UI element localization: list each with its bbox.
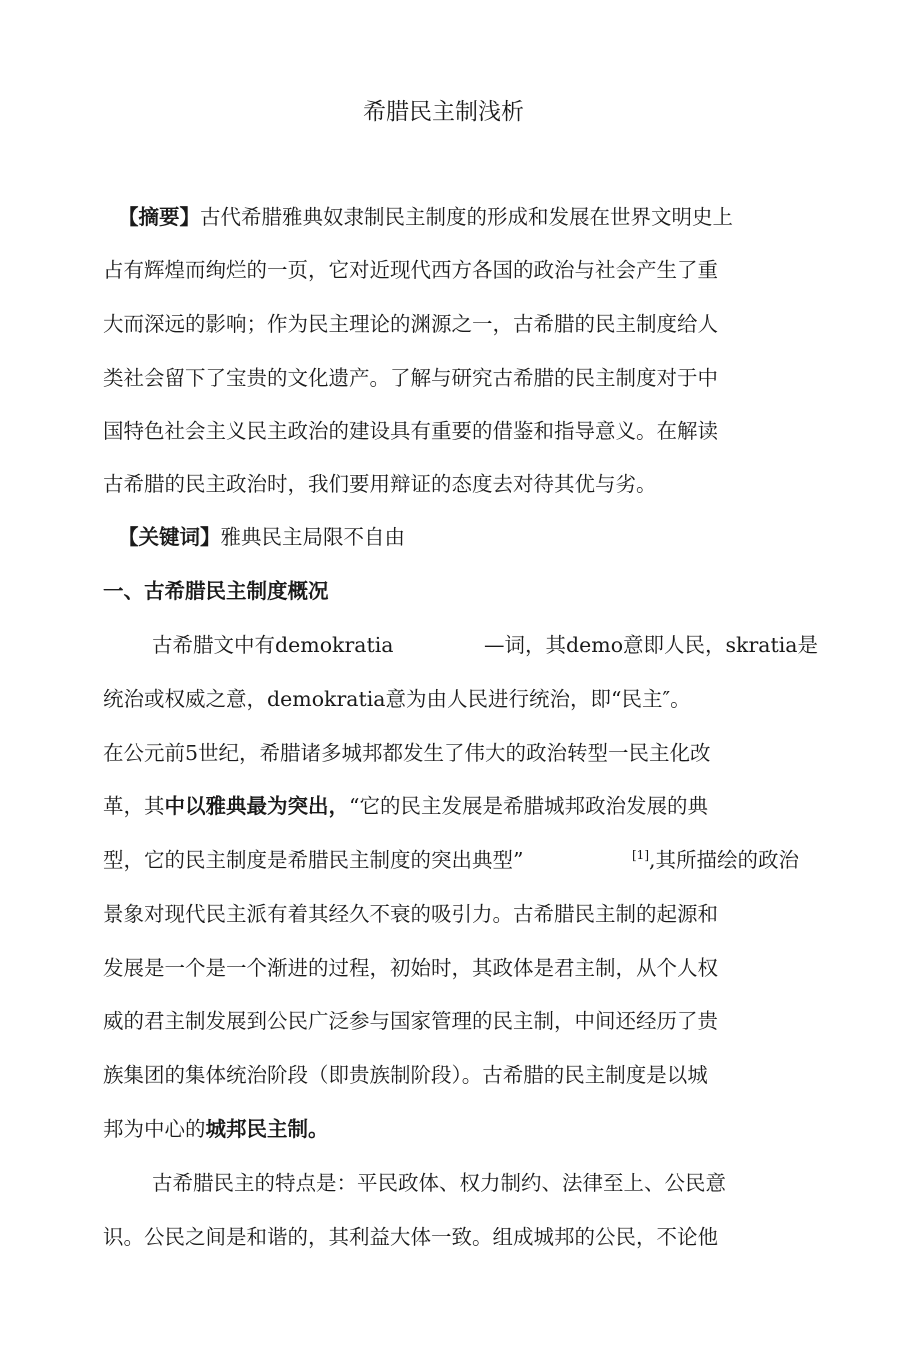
p1-line-2: 统治或权威之意，demokratia意为由人民进行统治，即“民主″。 bbox=[103, 687, 691, 711]
p2-bold-term: 城邦民主制。 bbox=[205, 1117, 329, 1141]
abstract-line-2: 占有辉煌而绚烂的一页，它对近现代西方各国的政治与社会产生了重 bbox=[103, 258, 718, 282]
abstract-line-1 bbox=[118, 202, 733, 232]
abstract-label: 【摘要】 bbox=[118, 205, 200, 229]
abstract-line-4: 类社会留下了宝贵的文化遗产。了解与研究古希腊的民主制度对于中 bbox=[103, 366, 718, 390]
keywords-line bbox=[118, 522, 405, 552]
p2-line-7: 族集团的集体统治阶段（即贵族制阶段）。古希腊的民主制度是以城 bbox=[103, 1063, 708, 1087]
abstract-line-6: 古希腊的民主政治时，我们要用辩证的态度去对待其优与劣。 bbox=[103, 472, 657, 496]
p2-line-5: 发展是一个是一个渐进的过程，初始时，其政体是君主制，从个人权 bbox=[103, 956, 718, 980]
p2-line-4: 景象对现代民主派有着其经久不衰的吸引力。古希腊民主制的起源和 bbox=[103, 902, 718, 926]
keywords-text: 雅典民主局限不自由 bbox=[220, 525, 405, 549]
p1-line-1b: —词，其demo意即人民，skratia是 bbox=[484, 633, 819, 657]
citation-ref: [1] bbox=[632, 848, 649, 862]
keywords-label: 【关键词】 bbox=[118, 525, 221, 549]
abstract-line-5: 国特色社会主义民主政治的建设具有重要的借鉴和指导意义。在解读 bbox=[103, 419, 718, 443]
p3-line-2: 识。公民之间是和谐的，其利益大体一致。组成城邦的公民，不论他 bbox=[103, 1225, 718, 1249]
p2-line-1: 在公元前5世纪，希腊诸多城邦都发生了伟大的政治转型一民主化改 bbox=[103, 741, 711, 765]
abstract-line-3: 大而深远的影响；作为民主理论的渊源之一，古希腊的民主制度给人 bbox=[103, 312, 718, 336]
p2-line-8: 邦为中心的城邦民主制。 bbox=[103, 1117, 329, 1141]
p3-line-1: 古希腊民主的特点是：平民政体、权力制约、法律至上、公民意 bbox=[152, 1171, 726, 1195]
p2-line-3a: 型，它的民主制度是希腊民主制度的突出典型” bbox=[103, 848, 524, 872]
page-title: 希腊民主制浅析 bbox=[363, 99, 524, 125]
section-heading: 一、古希腊民主制度概况 bbox=[103, 579, 329, 603]
p2-bold-phrase: 中以雅典最为突出， bbox=[164, 794, 349, 818]
p2-line-3b: [1],其所描绘的政治 bbox=[632, 848, 800, 872]
abstract-text: 古代希腊雅典奴隶制民主制度的形成和发展在世界文明史上 bbox=[200, 205, 733, 229]
p2-line-2: 革，其中以雅典最为突出，“它的民主发展是希腊城邦政治发展的典 bbox=[103, 794, 708, 818]
p1-line-1a: 古希腊文中有demokratia bbox=[152, 633, 394, 657]
p2-line-6: 威的君主制发展到公民广泛参与国家管理的民主制，中间还经历了贵 bbox=[103, 1009, 718, 1033]
